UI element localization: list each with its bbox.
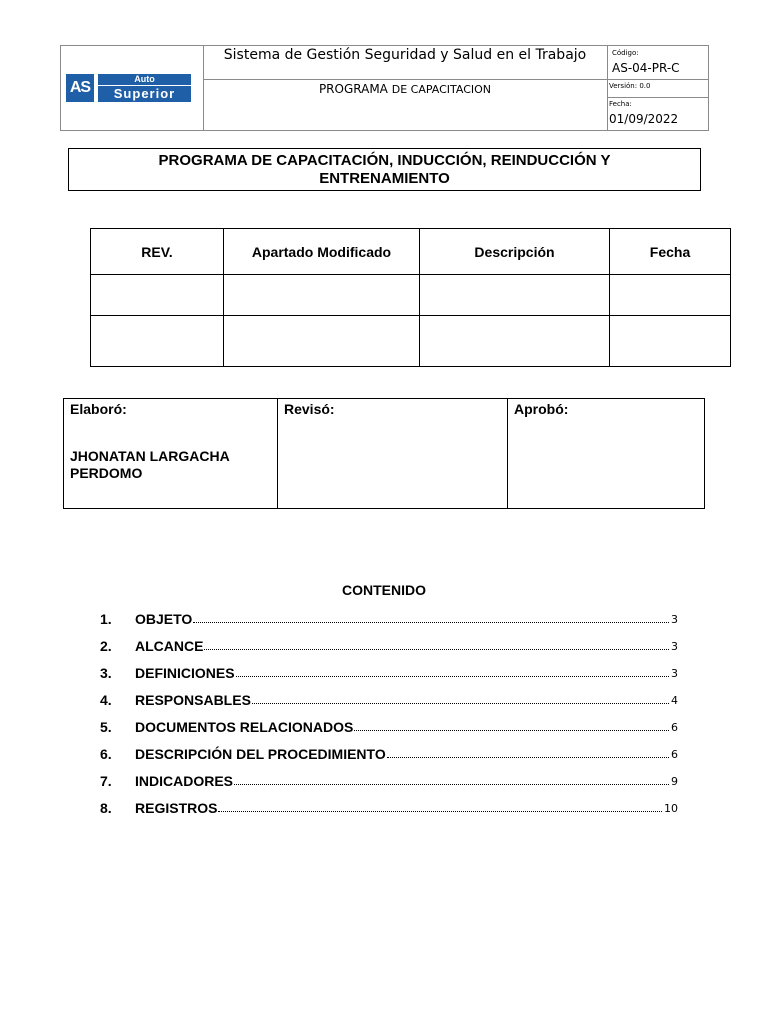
table-cell	[420, 275, 610, 316]
toc-leader	[218, 811, 662, 812]
toc-label: ALCANCE	[135, 638, 204, 654]
toc-item-alcance[interactable]	[100, 627, 678, 654]
revision-table	[90, 228, 731, 367]
toc-leader	[193, 622, 669, 623]
toc-item-indicadores[interactable]	[100, 762, 678, 789]
document-title	[68, 148, 701, 191]
elaboro-cell	[64, 399, 278, 509]
program-rest: DE CAPACITACION	[391, 83, 492, 96]
toc-item-registros[interactable]	[100, 789, 678, 816]
toc-page: 6	[671, 748, 678, 761]
toc-label: DEFINICIONES	[135, 665, 235, 681]
reviso-label: Revisó:	[284, 401, 335, 417]
elaboro-label: Elaboró:	[70, 401, 127, 417]
header-divider	[607, 45, 608, 131]
code-value: AS-04-PR-C	[612, 61, 680, 75]
toc-number: 5.	[100, 719, 112, 735]
aprobo-label: Aprobó:	[514, 401, 569, 417]
table-cell	[610, 316, 731, 367]
toc-label: DOCUMENTOS RELACIONADOS	[135, 719, 354, 735]
table-row	[91, 316, 731, 367]
toc-page: 6	[671, 721, 678, 734]
toc-label: INDICADORES	[135, 773, 234, 789]
date-value: 01/09/2022	[609, 112, 679, 126]
col-header-fecha: Fecha	[610, 229, 731, 275]
company-logo	[66, 74, 191, 102]
toc-number: 1.	[100, 611, 112, 627]
toc-number: 2.	[100, 638, 112, 654]
toc-label: DESCRIPCIÓN DEL PROCEDIMIENTO	[135, 746, 386, 762]
logo-line2: Superior	[98, 86, 191, 102]
toc-page: 10	[664, 802, 678, 815]
reviso-cell	[278, 399, 508, 509]
table-cell	[91, 275, 224, 316]
program-prefix: PROGRAMA	[318, 82, 388, 96]
contents-title: CONTENIDO	[342, 582, 426, 598]
toc-number: 8.	[100, 800, 112, 816]
col-header-apartado: Apartado Modificado	[224, 229, 420, 275]
toc-leader	[234, 784, 669, 785]
col-header-rev: REV.	[91, 229, 224, 275]
logo-mark: AS	[66, 74, 94, 102]
toc-item-documentos[interactable]	[100, 708, 678, 735]
title-line1: PROGRAMA DE CAPACITACIÓN, INDUCCIÓN, REINDUCCIÓN Y	[158, 152, 611, 169]
toc-label: RESPONSABLES	[135, 692, 251, 708]
toc-item-definiciones[interactable]	[100, 654, 678, 681]
header-divider	[607, 79, 709, 80]
toc-label: OBJETO	[135, 611, 193, 627]
toc-page: 4	[671, 694, 678, 707]
table-row	[91, 275, 731, 316]
toc-item-procedimiento[interactable]	[100, 735, 678, 762]
toc-leader	[354, 730, 669, 731]
table-header-row	[91, 229, 731, 275]
elaboro-name: JHONATAN LARGACHA PERDOMO	[70, 448, 230, 481]
program-subtitle	[203, 82, 607, 96]
title-line2: ENTRENAMIENTO	[319, 170, 450, 187]
toc-page: 3	[671, 667, 678, 680]
toc-leader	[252, 703, 669, 704]
toc-label: REGISTROS	[135, 800, 218, 816]
system-title: Sistema de Gestión Seguridad y Salud en el Trabajo	[223, 47, 587, 63]
toc-number: 3.	[100, 665, 112, 681]
toc-page: 3	[671, 640, 678, 653]
table-cell	[610, 275, 731, 316]
toc-leader	[236, 676, 669, 677]
signature-table	[63, 398, 705, 509]
toc-page: 9	[671, 775, 678, 788]
col-header-descripcion: Descripción	[420, 229, 610, 275]
table-cell	[224, 275, 420, 316]
toc-leader	[204, 649, 669, 650]
table-cell	[91, 316, 224, 367]
date-label: Fecha:	[609, 100, 632, 108]
toc-number: 4.	[100, 692, 112, 708]
table-of-contents	[100, 600, 678, 816]
toc-number: 7.	[100, 773, 112, 789]
table-cell	[224, 316, 420, 367]
toc-item-responsables[interactable]	[100, 681, 678, 708]
toc-page: 3	[671, 613, 678, 626]
table-cell	[420, 316, 610, 367]
toc-leader	[387, 757, 669, 758]
toc-number: 6.	[100, 746, 112, 762]
code-label: Código:	[612, 49, 639, 57]
version-label: Versión: 0.0	[609, 82, 651, 90]
signature-row	[64, 399, 705, 509]
toc-item-objeto[interactable]	[100, 600, 678, 627]
header-divider	[607, 97, 709, 98]
aprobo-cell	[508, 399, 705, 509]
logo-line1: Auto	[98, 74, 191, 85]
